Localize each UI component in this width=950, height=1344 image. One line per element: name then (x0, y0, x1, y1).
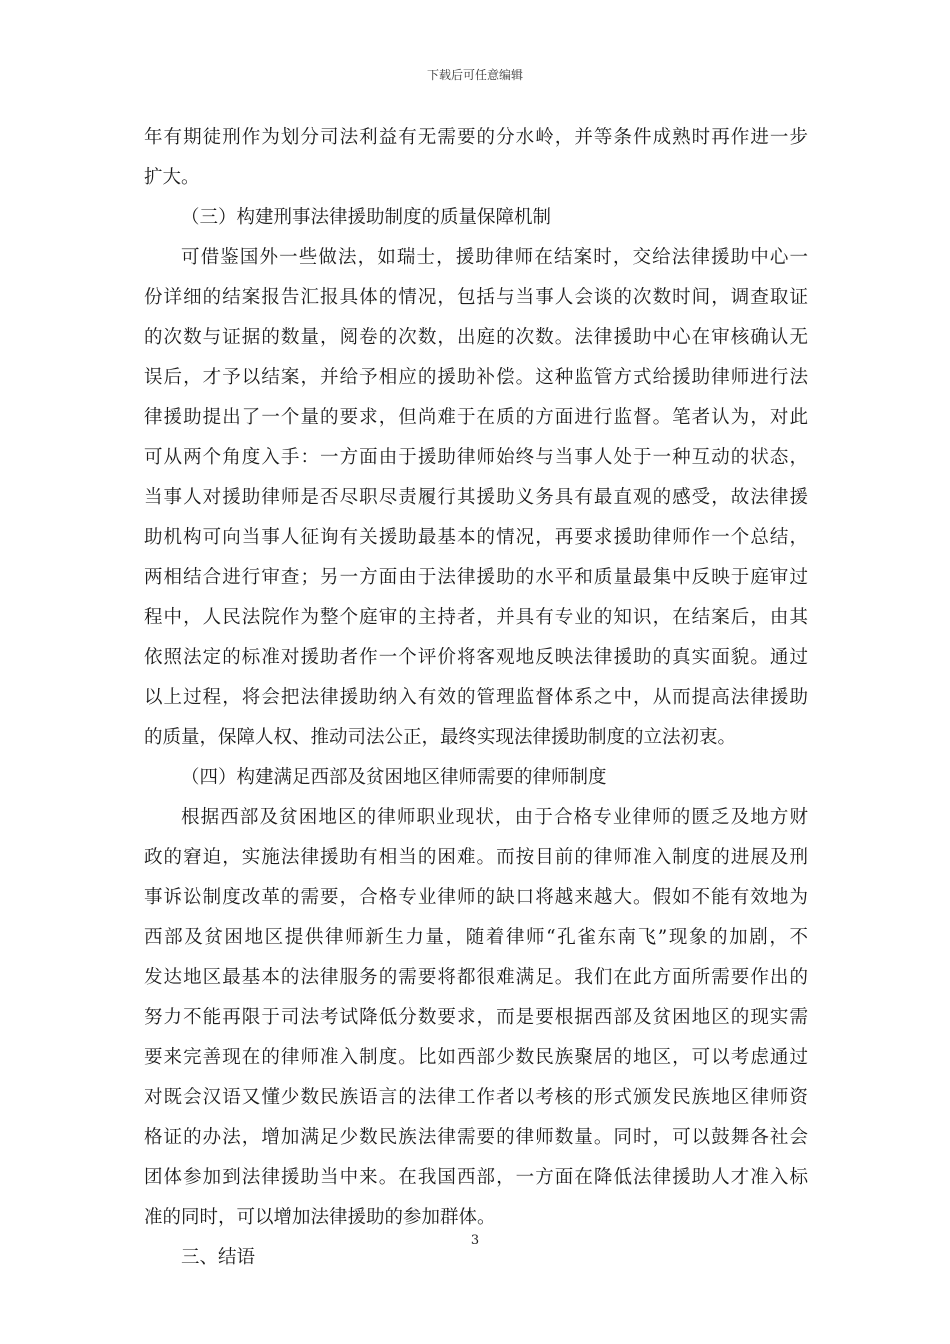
section-heading-text: （四）构建满足西部及贫困地区律师需要的律师制度 (181, 767, 607, 788)
text-line: 的次数与证据的数量，阅卷的次数，出庭的次数。法律援助中心在审核确认无 (144, 327, 808, 348)
text-line: 对既会汉语又懂少数民族语言的法律工作者以考核的形式颁发民族地区律师资 (144, 1087, 808, 1108)
text-line: 律援助提出了一个量的要求，但尚难于在质的方面进行监督。笔者认为，对此 (144, 407, 808, 428)
text-line: 格证的办法，增加满足少数民族法律需要的律师数量。同时，可以鼓舞各社会 (144, 1127, 808, 1148)
text-line: 事诉讼制度改革的需要，合格专业律师的缺口将越来越大。假如不能有效地为 (144, 887, 808, 908)
text-line: 政的窘迫，实施法律援助有相当的困难。而按目前的律师准入制度的进展及刑 (144, 847, 808, 868)
page-header: 下载后可任意编辑 (426, 68, 523, 82)
text-line: 两相结合进行审查；另一方面由于法律援助的水平和质量最集中反映于庭审过 (144, 567, 808, 588)
text-line: 可从两个角度入手：一方面由于援助律师始终与当事人处于一种互动的状态， (144, 447, 808, 468)
text-line: 扩大。 (144, 167, 200, 188)
text-line: 程中，人民法院作为整个庭审的主持者，并具有专业的知识，在结案后，由其 (144, 607, 808, 628)
text-line: 可借鉴国外一些做法，如瑞士，援助律师在结案时，交给法律援助中心一 (181, 247, 808, 268)
text-line: 误后，才予以结案，并给予相应的援助补偿。这种监管方式给援助律师进行法 (144, 367, 808, 388)
paragraph-quality-assurance (144, 238, 808, 758)
paragraph-western-lawyers (144, 798, 808, 1238)
paragraph-continuation (144, 118, 808, 198)
text-line: 依照法定的标准对援助者作一个评价将客观地反映法律援助的真实面貌。通过 (144, 647, 808, 668)
document-body (144, 118, 808, 1278)
text-line: 当事人对援助律师是否尽职尽责履行其援助义务具有最直观的感受，故法律援 (144, 487, 808, 508)
text-line: 根据西部及贫困地区的律师职业现状，由于合格专业律师的匮乏及地方财 (181, 807, 808, 828)
section-heading-3 (144, 198, 808, 238)
text-line: 以上过程，将会把法律援助纳入有效的管理监督体系之中，从而提高法律援助 (144, 687, 808, 708)
section-heading-text: 三、结语 (181, 1247, 256, 1268)
text-line: 准的同时，可以增加法律援助的参加群体。 (144, 1207, 496, 1228)
text-line: 要来完善现在的律师准入制度。比如西部少数民族聚居的地区，可以考虑通过 (144, 1047, 808, 1068)
text-line: 年有期徒刑作为划分司法利益有无需要的分水岭，并等条件成熟时再作进一步 (144, 127, 808, 148)
text-line: 努力不能再限于司法考试降低分数要求，而是要根据西部及贫困地区的现实需 (144, 1007, 808, 1028)
text-line: 的质量，保障人权、推动司法公正，最终实现法律援助制度的立法初衷。 (144, 727, 737, 748)
text-line: 份详细的结案报告汇报具体的情况，包括与当事人会谈的次数时间，调查取证 (144, 287, 808, 308)
text-line: 助机构可向当事人征询有关援助最基本的情况，再要求援助律师作一个总结， (144, 527, 808, 548)
page-number: 3 (470, 1233, 480, 1248)
text-line: 发达地区最基本的法律服务的需要将都很难满足。我们在此方面所需要作出的 (144, 967, 808, 988)
section-heading-text: （三）构建刑事法律援助制度的质量保障机制 (181, 207, 552, 228)
text-line: 西部及贫困地区提供律师新生力量，随着律师“孔雀东南飞”现象的加剧，不 (144, 927, 808, 948)
section-heading-4 (144, 758, 808, 798)
text-line: 团体参加到法律援助当中来。在我国西部，一方面在降低法律援助人才准入标 (144, 1167, 808, 1188)
